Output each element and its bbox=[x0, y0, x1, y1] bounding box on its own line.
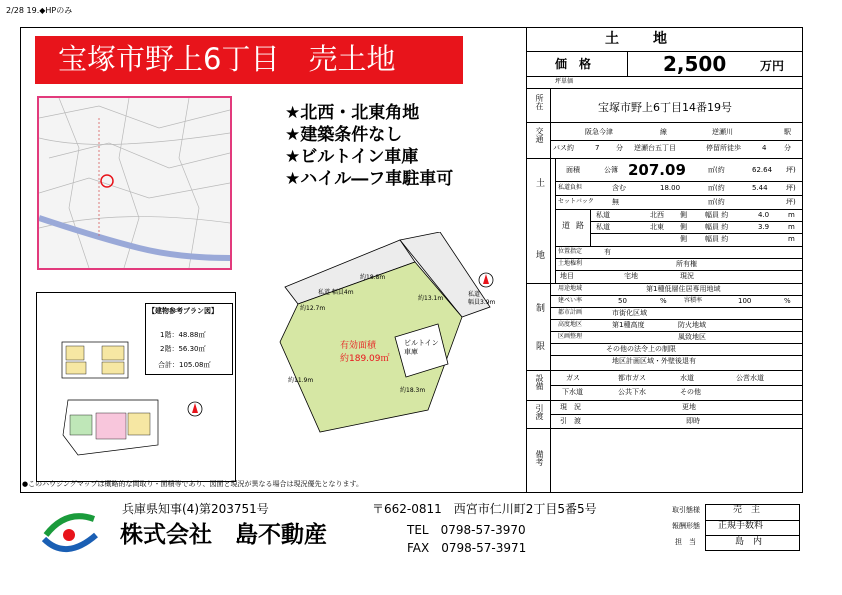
location-label: 所在 bbox=[535, 94, 544, 110]
row-line bbox=[551, 355, 803, 356]
transaction-type-value: 売 主 bbox=[733, 505, 761, 515]
row-line bbox=[551, 385, 803, 386]
road2-dir: 北東 bbox=[650, 223, 664, 231]
use-district-label: 用途地域 bbox=[558, 285, 583, 292]
fire-label: 防火地域 bbox=[678, 321, 706, 329]
far-value: 100 bbox=[738, 297, 752, 305]
road1-meter: m bbox=[788, 211, 795, 219]
company-name: 株式会社 島不動産 bbox=[120, 522, 327, 548]
col-line bbox=[550, 88, 551, 493]
road1-width: 4.0 bbox=[758, 211, 770, 219]
transaction-staff-label: 担 当 bbox=[675, 538, 696, 546]
handover-status-value: 更地 bbox=[682, 403, 696, 411]
station-suffix: 駅 bbox=[784, 128, 791, 136]
location-map bbox=[37, 96, 232, 270]
row-line bbox=[527, 283, 803, 284]
restriction-note2: 地区計画区域・外壁後退有 bbox=[612, 357, 696, 365]
designated-label: 位置指定 bbox=[558, 248, 583, 255]
land-rights-value: 所有権 bbox=[676, 260, 697, 268]
plan-title: 【建物参考プラン図】 bbox=[148, 307, 218, 315]
floor-plan-upper bbox=[60, 340, 130, 380]
row-line bbox=[527, 428, 803, 429]
company-fax: FAX 0798-57-3971 bbox=[407, 541, 527, 555]
transport-label: 交通 bbox=[535, 127, 544, 143]
table-heading: 土 地 bbox=[605, 31, 669, 47]
road-label: 道路 bbox=[562, 221, 590, 230]
sewer-label: 下水道 bbox=[562, 388, 583, 396]
tsubo-unit: 坪) bbox=[786, 166, 796, 174]
current-label: 現況 bbox=[680, 272, 694, 280]
private-road-incl: 含む bbox=[612, 184, 626, 192]
row-line bbox=[551, 140, 803, 141]
far-label: 容積率 bbox=[684, 297, 703, 304]
restriction-label-1: 制 bbox=[536, 304, 546, 314]
company-license: 兵庫県知事(4)第203751号 bbox=[122, 502, 269, 516]
land-rights-label: 土地権利 bbox=[558, 260, 583, 267]
road2-width: 3.9 bbox=[758, 223, 770, 231]
transaction-fee-label: 報酬形態 bbox=[672, 522, 700, 530]
transaction-staff-value: 島 内 bbox=[735, 537, 763, 547]
far-percent: % bbox=[784, 297, 791, 305]
bus-minutes: 7 bbox=[595, 144, 600, 152]
road3-width-label: 幅員 約 bbox=[705, 235, 729, 243]
row-line bbox=[527, 400, 803, 401]
site-plan bbox=[240, 232, 520, 442]
setback-label: セットバック bbox=[558, 198, 594, 205]
private-road-label: 私道負担 bbox=[558, 184, 583, 191]
coverage-percent: % bbox=[660, 297, 667, 305]
location-value: 宝塚市野上6丁目14番19号 bbox=[598, 101, 732, 114]
land-type-label: 地目 bbox=[560, 272, 574, 280]
row-line bbox=[527, 158, 803, 159]
handover-status-label: 現 況 bbox=[560, 403, 581, 411]
road2-meter: m bbox=[788, 223, 795, 231]
row-line bbox=[527, 76, 803, 77]
other-value: 第1種高度 bbox=[612, 321, 645, 329]
private-road-unit: ㎡(約 bbox=[708, 184, 725, 192]
bus-minute-unit: 分 bbox=[616, 144, 623, 152]
coverage-value: 50 bbox=[618, 297, 627, 305]
garage-label: ビルトイン 車庫 bbox=[404, 339, 439, 357]
company-tel: TEL 0798-57-3970 bbox=[407, 523, 526, 537]
walk-label: 停留所徒歩 bbox=[706, 144, 741, 152]
dim-left: 約11.9m bbox=[288, 377, 314, 384]
other-facility-label: その他 bbox=[680, 388, 701, 396]
road3-side: 側 bbox=[680, 235, 687, 243]
handover-label: 引渡 bbox=[535, 404, 544, 420]
remarks-label: 備考 bbox=[535, 450, 544, 466]
row-line bbox=[551, 307, 803, 308]
col-line bbox=[590, 209, 591, 246]
col-line bbox=[555, 158, 556, 283]
restriction-note1: その他の法令上の制限 bbox=[606, 345, 676, 353]
water-value: 公営水道 bbox=[736, 374, 764, 382]
feature-item: ★建築条件なし bbox=[285, 125, 403, 145]
feature-item: ★ビルトイン車庫 bbox=[285, 147, 419, 167]
price-label: 価 格 bbox=[555, 57, 592, 71]
bus-label: バス約 bbox=[553, 144, 574, 152]
water-label: 水道 bbox=[680, 374, 694, 382]
company-postal: 〒662-0811 西宮市仁川町2丁目5番5号 bbox=[372, 502, 597, 516]
other-label: 高度地区 bbox=[558, 321, 583, 328]
misc-value: 風致地区 bbox=[678, 333, 706, 341]
area-public: 公簿 bbox=[604, 166, 618, 174]
plan-floor1: 1階：48.88㎡ bbox=[160, 331, 206, 339]
row-line bbox=[591, 233, 803, 234]
road2-side: 側 bbox=[680, 223, 687, 231]
row-line bbox=[551, 343, 803, 344]
page-title: 宝塚市野上6丁目 売土地 bbox=[58, 42, 396, 76]
land-type-value: 宅地 bbox=[624, 272, 638, 280]
line-label: 線 bbox=[660, 128, 667, 136]
private-road-tsubo-unit: 坪) bbox=[786, 184, 796, 192]
area-unit: ㎡(約 bbox=[708, 166, 725, 174]
feature-item: ★北西・北東角地 bbox=[285, 103, 420, 123]
row-line bbox=[556, 246, 803, 247]
road1-side: 側 bbox=[680, 211, 687, 219]
bus-stop: 逆瀬台五丁目 bbox=[634, 144, 676, 152]
road2-width-label: 幅員 約 bbox=[705, 223, 729, 231]
setback-value: 無 bbox=[612, 198, 619, 206]
company-logo-icon bbox=[36, 505, 102, 557]
area-value: 207.09 bbox=[628, 161, 686, 179]
private-road-tsubo: 5.44 bbox=[752, 184, 768, 192]
city-plan-value: 市街化区域 bbox=[612, 309, 647, 317]
feature-item: ★ハイル―フ車駐車可 bbox=[285, 169, 454, 189]
area-value: 約189.09㎡ bbox=[340, 354, 390, 364]
designated-value: 有 bbox=[604, 248, 611, 256]
road-ne-width: 幅員3.9m bbox=[468, 299, 496, 306]
row-line bbox=[556, 209, 803, 210]
dim-bottom: 約18.3m bbox=[400, 387, 426, 394]
handover-time-label: 引 渡 bbox=[560, 417, 581, 425]
row-line bbox=[551, 331, 803, 332]
plan-total: 合計：105.08㎡ bbox=[158, 361, 211, 369]
setback-unit: ㎡(約 bbox=[708, 198, 725, 206]
land-label-1: 土 bbox=[536, 179, 546, 189]
private-road-area: 18.00 bbox=[660, 184, 681, 192]
price-unit: 万円 bbox=[760, 59, 785, 73]
compass-icon bbox=[185, 398, 205, 420]
row-line bbox=[556, 181, 803, 182]
row-line bbox=[705, 535, 800, 536]
station: 逆瀬川 bbox=[712, 128, 733, 136]
city-plan-label: 都市計画 bbox=[558, 309, 583, 316]
area-label: 面積 bbox=[566, 166, 580, 174]
unit-price-label: 坪単価 bbox=[555, 78, 574, 85]
row-line bbox=[591, 221, 803, 222]
transaction-type-label: 取引態様 bbox=[672, 506, 700, 514]
railway: 阪急今津 bbox=[585, 128, 613, 136]
road1-type: 私道 bbox=[596, 211, 610, 219]
footnote: ●このハウジングマップは概略的な間取り・面積等であり、図面と現況が異なる場合は現況優先となります。 bbox=[22, 480, 363, 488]
area-tsubo: 62.64 bbox=[752, 166, 773, 174]
row-line bbox=[556, 270, 803, 271]
road3-meter: m bbox=[788, 235, 795, 243]
road2-type: 私道 bbox=[596, 223, 610, 231]
price-value: 2,500 bbox=[663, 52, 727, 76]
gas-label: ガス bbox=[566, 374, 580, 382]
col-line bbox=[627, 51, 628, 76]
floor-plan-lower bbox=[58, 395, 168, 465]
row-line bbox=[551, 414, 803, 415]
walk-minute-unit: 分 bbox=[784, 144, 791, 152]
area-label: 有効面積 bbox=[340, 341, 377, 351]
facility-label: 設備 bbox=[535, 374, 544, 390]
dim-left-top: 約12.7m bbox=[300, 305, 326, 312]
gas-value: 都市ガス bbox=[618, 374, 646, 382]
map-lines bbox=[39, 98, 230, 268]
plan-floor2: 2階：56.30㎡ bbox=[160, 345, 206, 353]
land-label-2: 地 bbox=[536, 251, 546, 261]
coverage-label: 建ぺい率 bbox=[558, 297, 583, 304]
transaction-fee-value: 正規手数料 bbox=[718, 521, 764, 531]
setback-tsubo-unit: 坪) bbox=[786, 198, 796, 206]
header-note: 2/28 19.◆HPのみ bbox=[6, 6, 73, 15]
road-ne-label: 私道 bbox=[468, 291, 481, 298]
road-nw-label: 私道 幅員4m bbox=[318, 289, 354, 296]
use-district-value: 第1種低層住居専用地域 bbox=[646, 285, 721, 293]
dim-right: 約13.1m bbox=[418, 295, 444, 302]
handover-time-value: 即時 bbox=[686, 417, 700, 425]
misc-label: 区画整理 bbox=[558, 333, 583, 340]
sewer-value: 公共下水 bbox=[618, 388, 646, 396]
row-line bbox=[527, 122, 803, 123]
row-line bbox=[556, 195, 803, 196]
row-line bbox=[551, 295, 803, 296]
road1-dir: 北西 bbox=[650, 211, 664, 219]
table-left-border bbox=[526, 27, 527, 493]
row-line bbox=[556, 258, 803, 259]
walk-minutes: 4 bbox=[762, 144, 767, 152]
road1-width-label: 幅員 約 bbox=[705, 211, 729, 219]
restriction-label-2: 限 bbox=[536, 342, 546, 352]
row-line bbox=[551, 319, 803, 320]
row-line bbox=[527, 88, 803, 89]
row-line bbox=[527, 370, 803, 371]
dim-top: 約18.8m bbox=[360, 274, 386, 281]
